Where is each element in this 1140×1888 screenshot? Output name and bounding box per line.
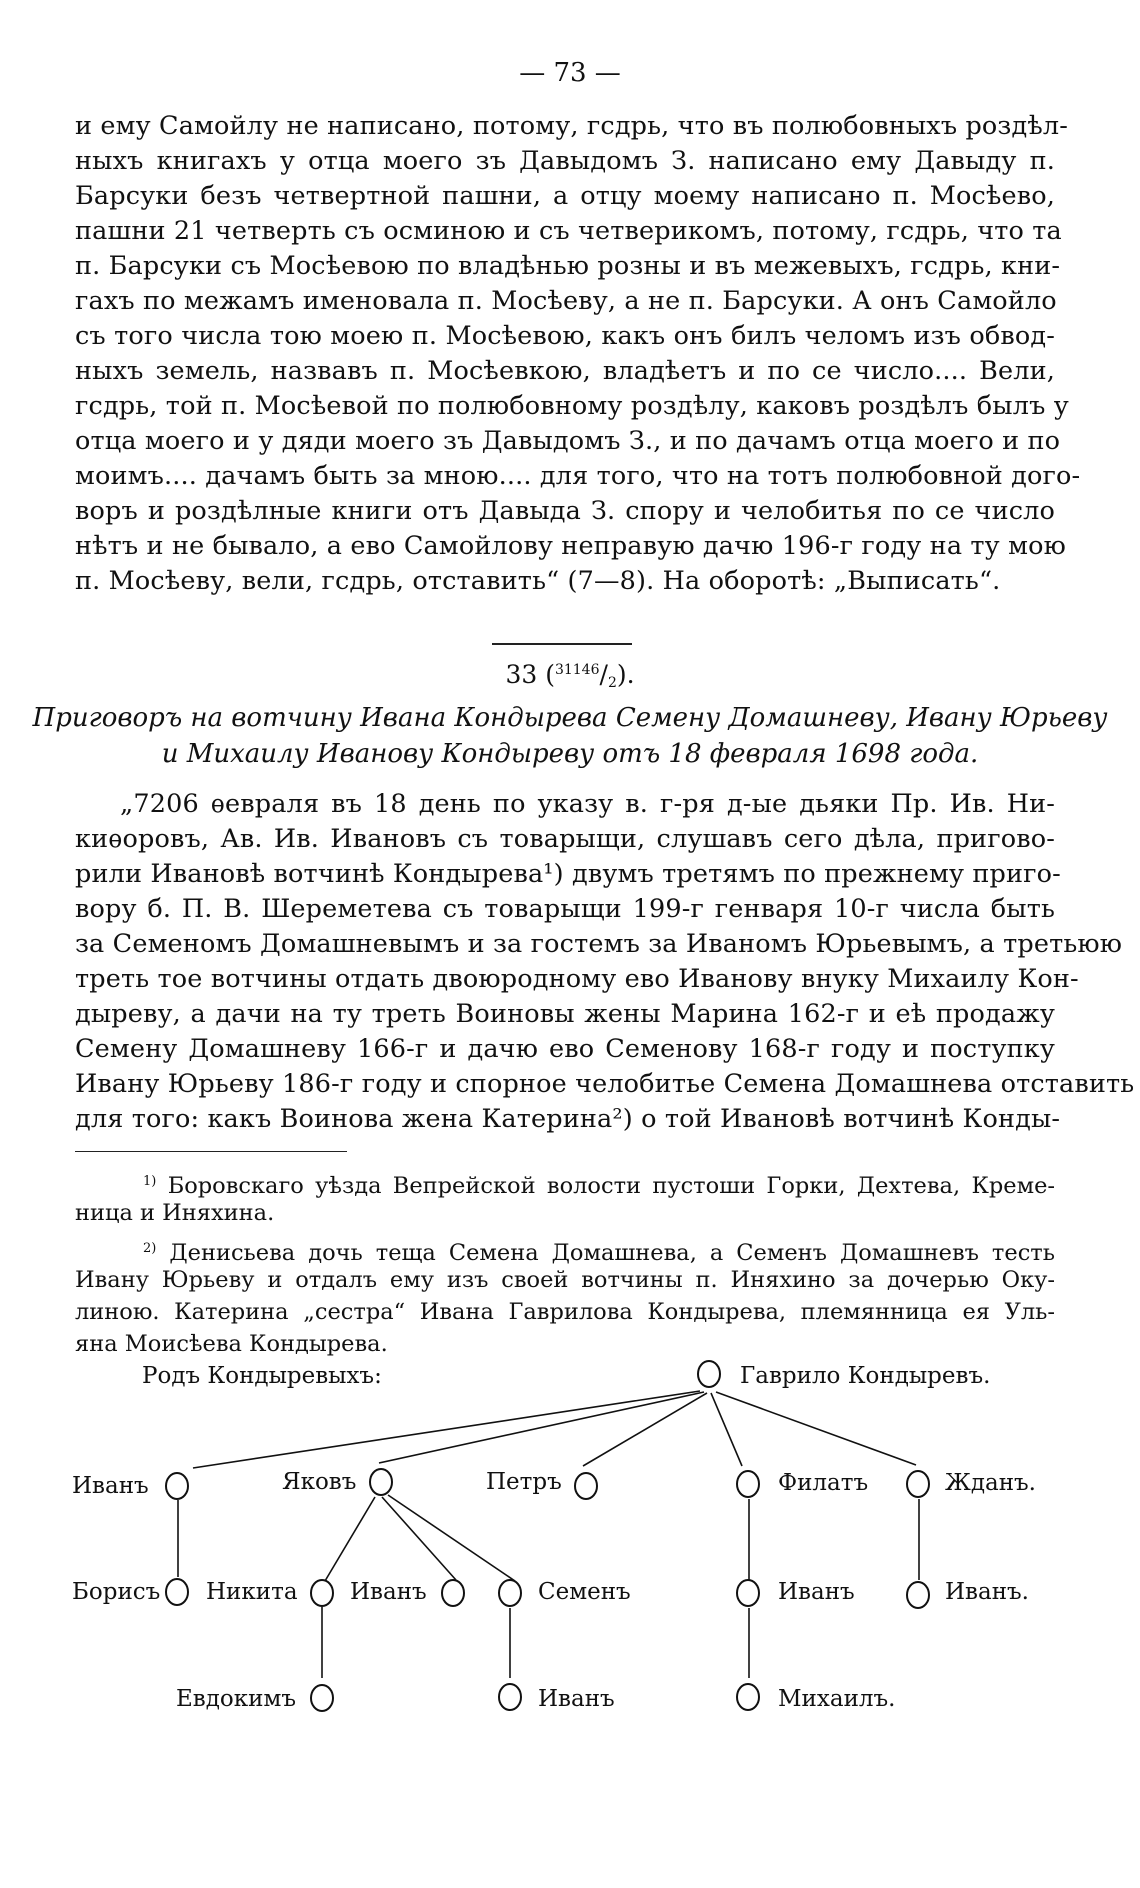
section-title-line-1: Приговоръ на вотчину Ивана Кондырева Семену Домашневу, Ивану Юрьеву [32, 703, 1108, 733]
text-line: гахъ по межамъ именовала п. Мосѣеву, а не п. Барсуки. А онъ Самойло [75, 286, 1057, 316]
tree-label: Петръ [486, 1469, 562, 1495]
tree-node [311, 1685, 333, 1711]
text-line: для того: какъ Воинова жена Катерина²) о той Ивановѣ вотчинѣ Конды- [75, 1104, 1061, 1134]
footnote-line: яна Моисѣева Кондырева. [75, 1331, 388, 1357]
text-line: ныхъ земель, назвавъ п. Мосѣевкою, владѣетъ и по се число.... Вели, [75, 356, 1055, 386]
text-line: съ того числа тою моею п. Мосѣевою, какъ онъ билъ челомъ изъ обвод- [75, 321, 1055, 351]
text-line: воръ и роздѣлные книги отъ Давыда З. спору и челобитья по се число [75, 496, 1055, 526]
footnote-2-mark: 2) [143, 1241, 157, 1256]
tree-node [370, 1469, 392, 1495]
tree-edge [379, 1392, 704, 1463]
footnote-2-text: Денисьева дочь теща Семена Домашнева, а Семенъ Домашневъ тесть [169, 1240, 1055, 1266]
tree-node [907, 1471, 929, 1497]
footnote-1 [75, 1166, 1055, 1202]
tree-edge [382, 1497, 456, 1580]
tree-node [698, 1361, 720, 1387]
tree-label: Иванъ [538, 1686, 615, 1712]
tree-node [166, 1473, 188, 1499]
tree-node [907, 1582, 929, 1608]
text-line: Семену Домашневу 166-г и дачю ево Семенову 168-г году и поступку [75, 1034, 1055, 1064]
tree-edge [583, 1393, 707, 1466]
tree-label: Яковъ [282, 1469, 357, 1495]
footnote-1-mark: 1) [143, 1174, 157, 1189]
tree-node [575, 1473, 597, 1499]
text-line: Барсуки безъ четвертной пашни, а отцу моему написано п. Мосѣево, [75, 181, 1055, 211]
tree-edge [716, 1392, 916, 1465]
tree-node [311, 1580, 333, 1606]
footnote-line: Ивану Юрьеву и отдалъ ему изъ своей вотчины п. Иняхино за дочерью Оку- [75, 1267, 1055, 1293]
section-number: 33 $(^{31146}/_2)$. [505, 660, 635, 691]
page-number: — 73 — [519, 58, 621, 88]
section-divider [492, 643, 632, 645]
section-number-main: 33 [505, 660, 538, 689]
section-ref-numerator: 31146 [554, 662, 600, 678]
tree-label: Иванъ [778, 1579, 855, 1605]
section-title-line-2: и Михаилу Иванову Кондыреву отъ 18 февраля 1698 года. [161, 739, 979, 769]
text-line: Ивану Юрьеву 186-г году и спорное челобитье Семена Домашнева отставить [75, 1069, 1135, 1099]
tree-node [737, 1580, 759, 1606]
tree-label: Жданъ. [945, 1470, 1036, 1496]
footnote-2 [75, 1233, 1055, 1269]
text-line: рили Ивановѣ вотчинѣ Кондырева¹) двумъ третямъ по прежнему приго- [75, 859, 1061, 889]
tree-edge [711, 1393, 742, 1466]
tree-node [442, 1580, 464, 1606]
text-line: киѳоровъ, Ав. Ив. Ивановъ съ товарыщи, слушавъ сего дѣла, пригово- [75, 824, 1055, 854]
text-line: моимъ.... дачамъ быть за мною.... для того, что на тотъ полюбовной дого- [75, 461, 1081, 491]
tree-edge [325, 1497, 375, 1581]
text-line: дыреву, а дачи на ту треть Воиновы жены Марина 162-г и еѣ продажу [75, 999, 1055, 1029]
tree-node [737, 1684, 759, 1710]
text-line: „7206 ѳевраля въ 18 день по указу в. г-ря д-ые дьяки Пр. Ив. Ни- [120, 789, 1055, 819]
text-line: гсдрь, той п. Мосѣевой по полюбовному роздѣлу, каковъ роздѣлъ былъ у [75, 391, 1069, 421]
text-line: ныхъ книгахъ у отца моего зъ Давыдомъ З. написано ему Давыду п. [75, 146, 1055, 176]
tree-label: Иванъ. [945, 1579, 1029, 1605]
tree-label: Семенъ [538, 1579, 631, 1605]
tree-root-label: Гаврило Кондыревъ. [740, 1363, 991, 1389]
footnote-1-text: Боровскаго уѣзда Вепрейской волости пустоши Горки, Дехтева, Креме- [167, 1173, 1055, 1199]
text-line: за Семеномъ Домашневымъ и за гостемъ за Иваномъ Юрьевымъ, а третьюю [75, 929, 1123, 959]
tree-node [166, 1579, 188, 1605]
text-line: вору б. П. В. Шереметева съ товарыщи 199-г генваря 10-г числа быть [75, 894, 1055, 924]
text-line: п. Мосѣеву, вели, гсдрь, отставить“ (7—8). На оборотѣ: „Выписать“. [75, 566, 1001, 596]
tree-node [737, 1471, 759, 1497]
tree-label: Иванъ [72, 1473, 149, 1499]
text-line: и ему Самойлу не написано, потому, гсдрь, что въ полюбовныхъ роздѣл- [75, 111, 1068, 141]
tree-edge [388, 1495, 515, 1581]
footnote-line: линою. Катерина „сестра“ Ивана Гаврилова Кондырева, племянница ея Уль- [75, 1299, 1055, 1325]
text-line: треть тое вотчины отдать двоюродному ево Иванову внуку Михаилу Кон- [75, 964, 1079, 994]
footnote-line: ница и Иняхина. [75, 1200, 275, 1226]
tree-label: Евдокимъ [176, 1686, 296, 1712]
text-line: отца моего и у дяди моего зъ Давыдомъ З., и по дачамъ отца моего и по [75, 426, 1061, 456]
tree-node [499, 1580, 521, 1606]
tree-node [499, 1684, 521, 1710]
text-line: пашни 21 четверть съ осминою и съ четверикомъ, потому, гсдрь, что та [75, 216, 1062, 246]
tree-label: Никита [206, 1579, 298, 1605]
section-ref-denominator: 2 [607, 675, 617, 691]
tree-label: Филатъ [778, 1470, 869, 1496]
tree-edge [193, 1391, 700, 1468]
family-tree-diagram [0, 1355, 1140, 1775]
footnote-divider [75, 1151, 347, 1152]
text-line: нѣтъ и не бывало, а ево Самойлову неправую дачю 196-г году на ту мою [75, 531, 1066, 561]
tree-label: Михаилъ. [778, 1686, 896, 1712]
tree-caption: Родъ Кондыревыхъ: [142, 1363, 382, 1389]
tree-label: Иванъ [350, 1579, 427, 1605]
tree-label: Борисъ [72, 1579, 161, 1605]
text-line: п. Барсуки съ Мосѣевою по владѣнью розны и въ межевыхъ, гсдрь, кни- [75, 251, 1061, 281]
